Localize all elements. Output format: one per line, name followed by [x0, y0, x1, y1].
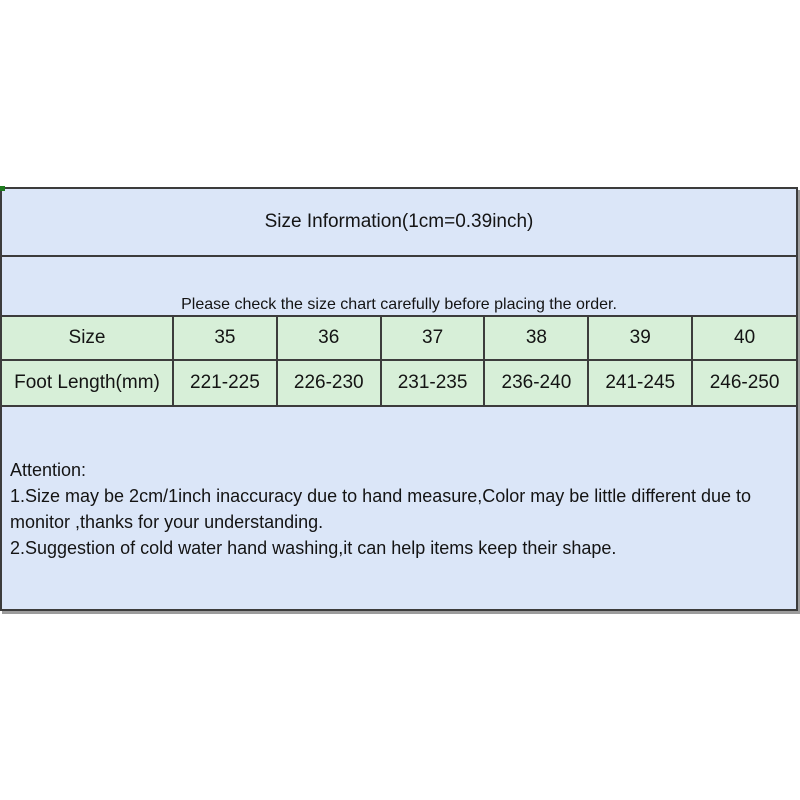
size-value-cell: 35	[173, 316, 277, 360]
size-chart-notice: Please check the size chart carefully before placing the order.	[181, 296, 617, 313]
attention-note-2: 2.Suggestion of cold water hand washing,it can help items keep their shape.	[10, 538, 617, 558]
size-value-cell: 37	[381, 316, 485, 360]
attention-note-1: 1.Size may be 2cm/1inch inaccuracy due to hand measure,Color may be little different due to monitor ,thanks for your understanding.	[10, 486, 752, 532]
size-value-cell: 38	[484, 316, 588, 360]
foot-length-row-header: Foot Length(mm)	[2, 360, 173, 406]
size-info-panel	[0, 187, 798, 611]
foot-length-value-cell: 226-230	[277, 360, 381, 406]
foot-length-value-cell: 241-245	[588, 360, 692, 406]
size-value-cell: 39	[588, 316, 692, 360]
table-row-size	[2, 316, 796, 360]
size-info-title: Size Information(1cm=0.39inch)	[2, 189, 796, 257]
corner-artifact-dot	[0, 186, 5, 191]
foot-length-value-cell: 231-235	[381, 360, 485, 406]
foot-length-value-cell: 246-250	[692, 360, 796, 406]
size-value-cell: 36	[277, 316, 381, 360]
foot-length-value-cell: 236-240	[484, 360, 588, 406]
size-row-header: Size	[2, 316, 173, 360]
table-row-foot-length	[2, 360, 796, 406]
attention-section	[2, 407, 796, 609]
size-value-cell: 40	[692, 316, 796, 360]
attention-heading: Attention:	[10, 460, 87, 480]
foot-length-value-cell: 221-225	[173, 360, 277, 406]
size-table	[2, 315, 796, 407]
